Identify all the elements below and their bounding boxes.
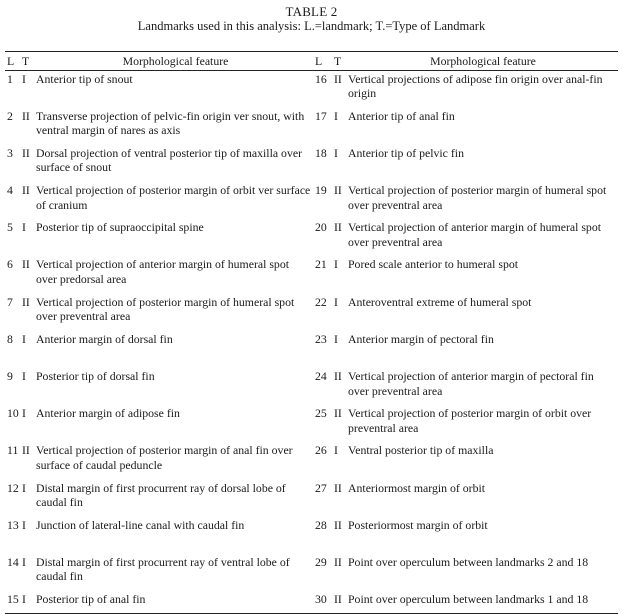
landmark-type: I [334, 145, 338, 160]
landmark-number: 4 [7, 183, 13, 198]
landmark-type: II [22, 294, 30, 309]
header-row [5, 52, 618, 71]
morphological-feature: Vertical projection of anterior margin of pectoral fin over preventral area [348, 369, 594, 398]
table-row [5, 406, 618, 443]
header-landmark-left: L [7, 54, 15, 68]
table-row [5, 109, 618, 146]
table-row [5, 220, 618, 257]
morphological-feature: Vertical projection of posterior margin of orbit ver surface of cranium [36, 183, 311, 212]
landmark-number: 29 [315, 554, 327, 569]
landmark-number: 6 [7, 257, 13, 272]
landmark-type: I [334, 443, 338, 458]
landmark-number: 5 [7, 220, 13, 235]
landmark-number: 20 [315, 220, 327, 235]
landmark-number: 19 [315, 183, 327, 198]
landmark-number: 21 [315, 257, 327, 272]
morphological-feature: Dorsal projection of ventral posterior tip of maxilla over surface of snout [36, 145, 303, 175]
morphological-feature: Anteroventral extreme of humeral spot [348, 294, 532, 309]
landmark-type: II [22, 443, 30, 458]
table-row [5, 257, 618, 294]
landmark-number: 12 [7, 480, 19, 495]
landmark-number: 18 [315, 145, 327, 160]
landmark-number: 9 [7, 369, 13, 383]
landmark-number: 17 [315, 108, 327, 123]
landmark-number: 11 [7, 443, 19, 458]
morphological-feature: Posteriormost margin of orbit [348, 517, 488, 532]
landmark-number: 10 [7, 406, 19, 421]
morphological-feature: Posterior tip of dorsal fin [36, 369, 155, 383]
landmark-number: 8 [7, 331, 13, 346]
landmark-type: II [334, 183, 342, 198]
table-row [5, 592, 618, 614]
table-title: TABLE 2 [285, 4, 338, 19]
header-feature-left: Morphological feature [122, 54, 229, 68]
landmarks-table [5, 51, 618, 614]
landmark-number: 26 [315, 443, 327, 458]
table-row [5, 295, 618, 332]
morphological-feature: Point over operculum between landmarks 1 and 18 [348, 592, 589, 607]
morphological-feature: Distal margin of first procurrent ray of dorsal lobe of caudal fin [36, 480, 286, 510]
morphological-feature: Junction of lateral-line canal with caudal fin [36, 517, 245, 532]
morphological-feature: Anterior tip of pelvic fin [348, 145, 464, 160]
morphological-feature: Anterior margin of adipose fin [36, 406, 180, 421]
landmark-type: I [334, 331, 338, 346]
table-row [5, 481, 618, 518]
landmark-type: I [22, 369, 26, 383]
landmark-type: II [334, 517, 342, 532]
table-caption [0, 0, 623, 34]
morphological-feature: Vertical projections of adipose fin origin over anal-fin origin [348, 71, 603, 100]
header-type-right: T [334, 54, 342, 68]
morphological-feature: Posterior tip of supraoccipital spine [36, 220, 204, 235]
landmark-number: 27 [315, 480, 327, 495]
table-row [5, 555, 618, 592]
morphological-feature: Vertical projection of anterior margin of humeral spot over predorsal area [36, 257, 290, 286]
landmark-type: I [22, 331, 26, 346]
morphological-feature: Transverse projection of pelvic-fin origin ver snout, with ventral margin of nares as axis [36, 108, 305, 138]
landmark-number: 24 [315, 369, 327, 383]
header-landmark-right: L [315, 54, 323, 68]
table-row [5, 443, 618, 480]
morphological-feature: Anterior margin of dorsal fin [36, 331, 173, 346]
landmark-type: I [22, 220, 26, 235]
landmark-number: 3 [7, 145, 13, 160]
table-subtitle: Landmarks used in this analysis: L.=landmark; T.=Type of Landmark [137, 19, 486, 33]
landmark-type: I [22, 406, 26, 421]
landmark-type: II [22, 145, 30, 160]
landmark-type: II [334, 71, 342, 86]
table-row [5, 369, 618, 406]
landmark-type: I [22, 71, 26, 86]
landmark-type: II [334, 554, 342, 569]
landmark-number: 22 [315, 294, 327, 309]
table-row [5, 332, 618, 369]
landmark-type: II [334, 220, 342, 235]
landmark-type: II [22, 108, 30, 123]
morphological-feature: Vertical projection of posterior margin of humeral spot over preventral area [348, 183, 607, 212]
table-body [5, 70, 618, 614]
landmark-type: I [22, 517, 26, 532]
landmark-type: I [334, 257, 338, 272]
morphological-feature: Vertical projection of anterior margin of humeral spot over preventral area [348, 220, 602, 249]
landmark-number: 23 [315, 331, 327, 346]
morphological-feature: Anterior margin of pectoral fin [348, 331, 494, 346]
morphological-feature: Pored scale anterior to humeral spot [348, 257, 519, 272]
landmark-type: II [334, 480, 342, 495]
table-row [5, 183, 618, 220]
landmark-number: 13 [7, 517, 19, 532]
landmark-type: I [334, 108, 338, 123]
table-row [5, 70, 618, 109]
table-header [5, 52, 618, 71]
landmark-type: I [22, 592, 26, 607]
morphological-feature: Posterior tip of anal fin [36, 592, 146, 607]
landmark-number: 15 [7, 592, 19, 607]
landmark-number: 1 [7, 71, 13, 86]
landmark-number: 7 [7, 294, 13, 309]
morphological-feature: Anterior tip of snout [36, 71, 133, 86]
landmark-type: II [22, 257, 30, 272]
morphological-feature: Vertical projection of posterior margin of humeral spot over preventral area [36, 294, 295, 324]
landmark-type: II [334, 369, 342, 383]
table-row [5, 146, 618, 183]
landmark-type: II [334, 406, 342, 421]
landmark-number: 28 [315, 517, 327, 532]
morphological-feature: Point over operculum between landmarks 2 and 18 [348, 554, 589, 569]
header-feature-right: Morphological feature [430, 54, 536, 68]
landmark-type: II [334, 592, 342, 607]
table-row [5, 518, 618, 555]
morphological-feature: Vertical projection of posterior margin of orbit over preventral area [348, 406, 592, 435]
landmark-number: 14 [7, 554, 19, 569]
landmark-type: I [22, 554, 26, 569]
landmark-number: 25 [315, 406, 327, 421]
landmark-number: 16 [315, 71, 327, 86]
landmark-type: II [22, 183, 30, 198]
morphological-feature: Vertical projection of posterior margin of anal fin over surface of caudal peduncle [36, 443, 293, 472]
landmark-type: I [22, 480, 26, 495]
header-type-left: T [22, 54, 30, 68]
landmark-type: I [334, 294, 338, 309]
landmark-number: 2 [7, 108, 13, 123]
morphological-feature: Ventral posterior tip of maxilla [348, 443, 494, 458]
landmark-number: 30 [315, 592, 327, 607]
morphological-feature: Distal margin of first procurrent ray of ventral lobe of caudal fin [36, 554, 290, 584]
morphological-feature: Anterior tip of anal fin [348, 108, 455, 123]
morphological-feature: Anteriormost margin of orbit [348, 480, 486, 495]
